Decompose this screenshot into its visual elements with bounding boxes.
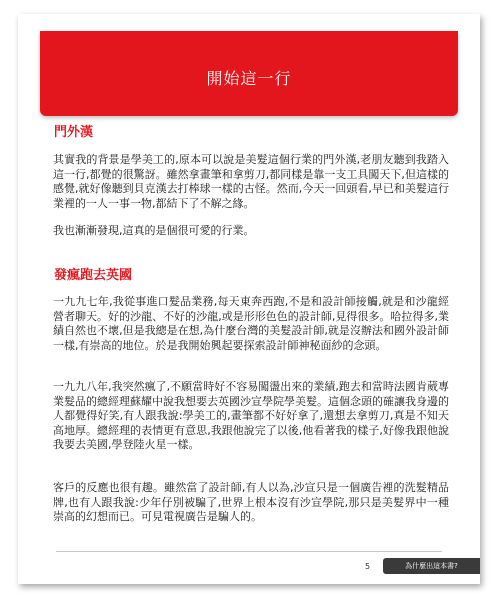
book-page xyxy=(18,14,480,584)
chapter-header-banner xyxy=(40,31,458,116)
page-number: 5 xyxy=(365,562,371,571)
paragraph: 一九九八年,我突然瘋了,不願當時好不容易闖盪出來的業績,跑去和當時法國肯葳專業髮品的總經理蘇耀中說我想要去英國沙宣學院學美髮。這個念頭的確讓我身邊的人都覺得好笑,有人跟我說:學美工的,畫筆都不好好拿了,還想去拿剪刀,真是不知天高地厚。總經理的表情更有意思,我跟他說完了以後,他看著我的樣子,好像我跟他說我要去美國,學登陸火星一樣。 xyxy=(53,380,449,451)
paragraph: 一九九七年,我從事進口髮品業務,每天東奔西跑,不是和設計師接觸,就是和沙龍經營者聊天。好的沙龍、不好的沙龍,或是形形色色的設計師,見得很多。哈拉得多,業績自然也不壞,但是我總是在想,為什麼台灣的美髮設計師,就是沒辦法和國外設計師一樣,有崇高的地位。於是我開始興起要探索設計師神秘面紗的念頭。 xyxy=(53,295,449,352)
paragraph: 其實我的背景是學美工的,原本可以說是美髮這個行業的門外漢,老朋友聽到我踏入這一行,都覺的很驚訝。雖然拿畫筆和拿剪刀,都同樣是靠一支工具闖天下,但這樣的感覺,就好像聽到貝克漢去打棒球一樣的古怪。然而,今天一回頭看,早已和美髮這行業裡的一人一事一物,都結下了不解之緣。 xyxy=(53,153,449,210)
chapter-title: 開始這一行 xyxy=(206,69,292,88)
section-heading-england: 發瘋跑去英國 xyxy=(54,268,133,283)
footer-divider xyxy=(56,551,442,552)
section-heading-outsider: 門外漢 xyxy=(54,125,94,140)
chapter-tab-label: 為什麼出這本書? xyxy=(405,562,458,570)
chapter-tab xyxy=(383,558,480,574)
paragraph: 我也漸漸發現,這真的是個很可愛的行業。 xyxy=(53,224,255,237)
paragraph: 客戶的反應也很有趣。雖然當了設計師,有人以為,沙宣只是一個廣告裡的洗髮精品牌,也有人跟我說:少年仔別被騙了,世界上根本沒有沙宣學院,那只是美髮界中一種崇高的幻想而已。可見電視廣告是騙人的。 xyxy=(53,481,449,523)
